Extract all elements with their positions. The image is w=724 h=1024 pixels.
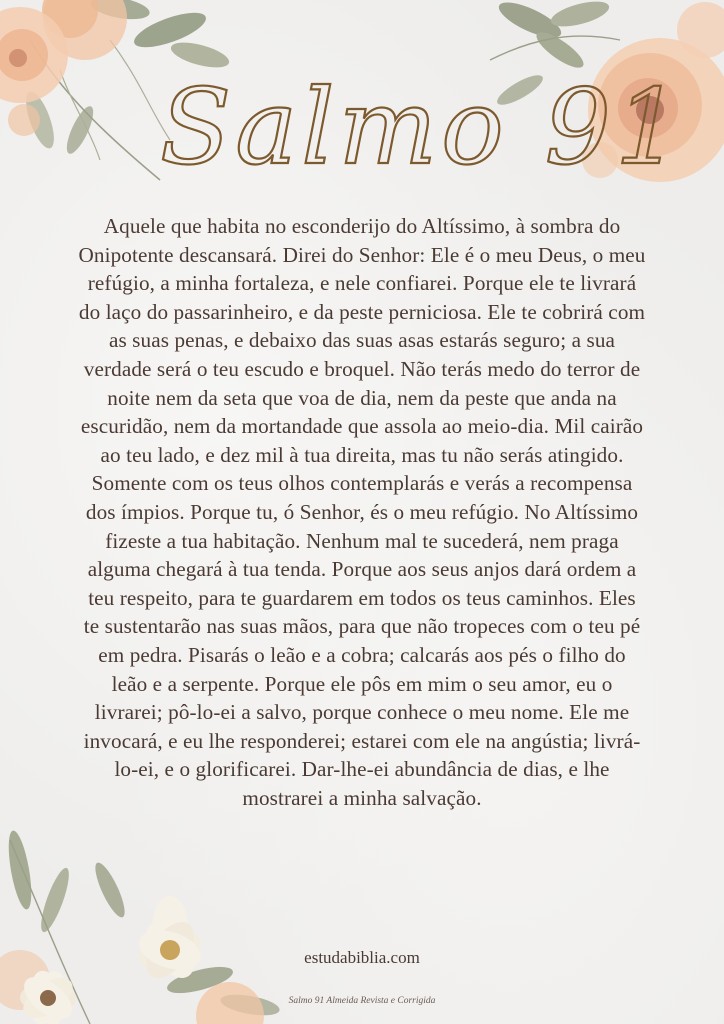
- page-title: [150, 48, 686, 208]
- website-link: estudabiblia.com: [304, 948, 420, 967]
- psalm-text: Aquele que habita no esconderijo do Altíssimo, à sombra do Onipotente descansará. Direi do Senhor: Ele é o meu Deus, o meu refúgio, a minha fortaleza, e nele confiarei. Porque ele te livrará do laço do passarinheiro, e da peste perniciosa. Ele te cobrirá com as suas penas, e debaixo das suas asas estarás seguro; a sua verdade será o teu escudo e broquel. Não terás medo do terror de noite nem da seta que voa de dia, nem da peste que anda na escuridão, nem da mortandade que assola ao meio-dia. Mil cairão ao teu lado, e dez mil à tua direita, mas tu não serás atingido. Somente com os teus olhos contemplarás e verás a recompensa dos ímpios. Porque tu, ó Senhor, és o meu refúgio. No Altíssimo fizeste a tua habitação. Nenhum mal te sucederá, nem praga alguma chegará à tua tenda. Porque aos seus anjos dará ordem a teu respeito, para te guardarem em todos os teus caminhos. Eles te sustentarão nas suas mãos, para que não tropeces com o teu pé em pedra. Pisarás o leão e a cobra; calcarás aos pés o filho do leão e a serpente. Porque ele pôs em mim o seu amor, eu o livrarei; pô-lo-ei a salvo, porque conhece o meu nome. Ele me invocará, e eu lhe responderei; estarei com ele na angústia; livrá-lo-ei, e o glorificarei. Dar-lhe-ei abundância de dias, e lhe mostrarei a minha salvação.: [78, 214, 646, 810]
- source-caption: Salmo 91 Almeida Revista e Corrigida: [288, 996, 436, 1006]
- svg-text:Salmo 91: Salmo 91: [160, 66, 686, 188]
- white-flowers-icon: [0, 830, 300, 1024]
